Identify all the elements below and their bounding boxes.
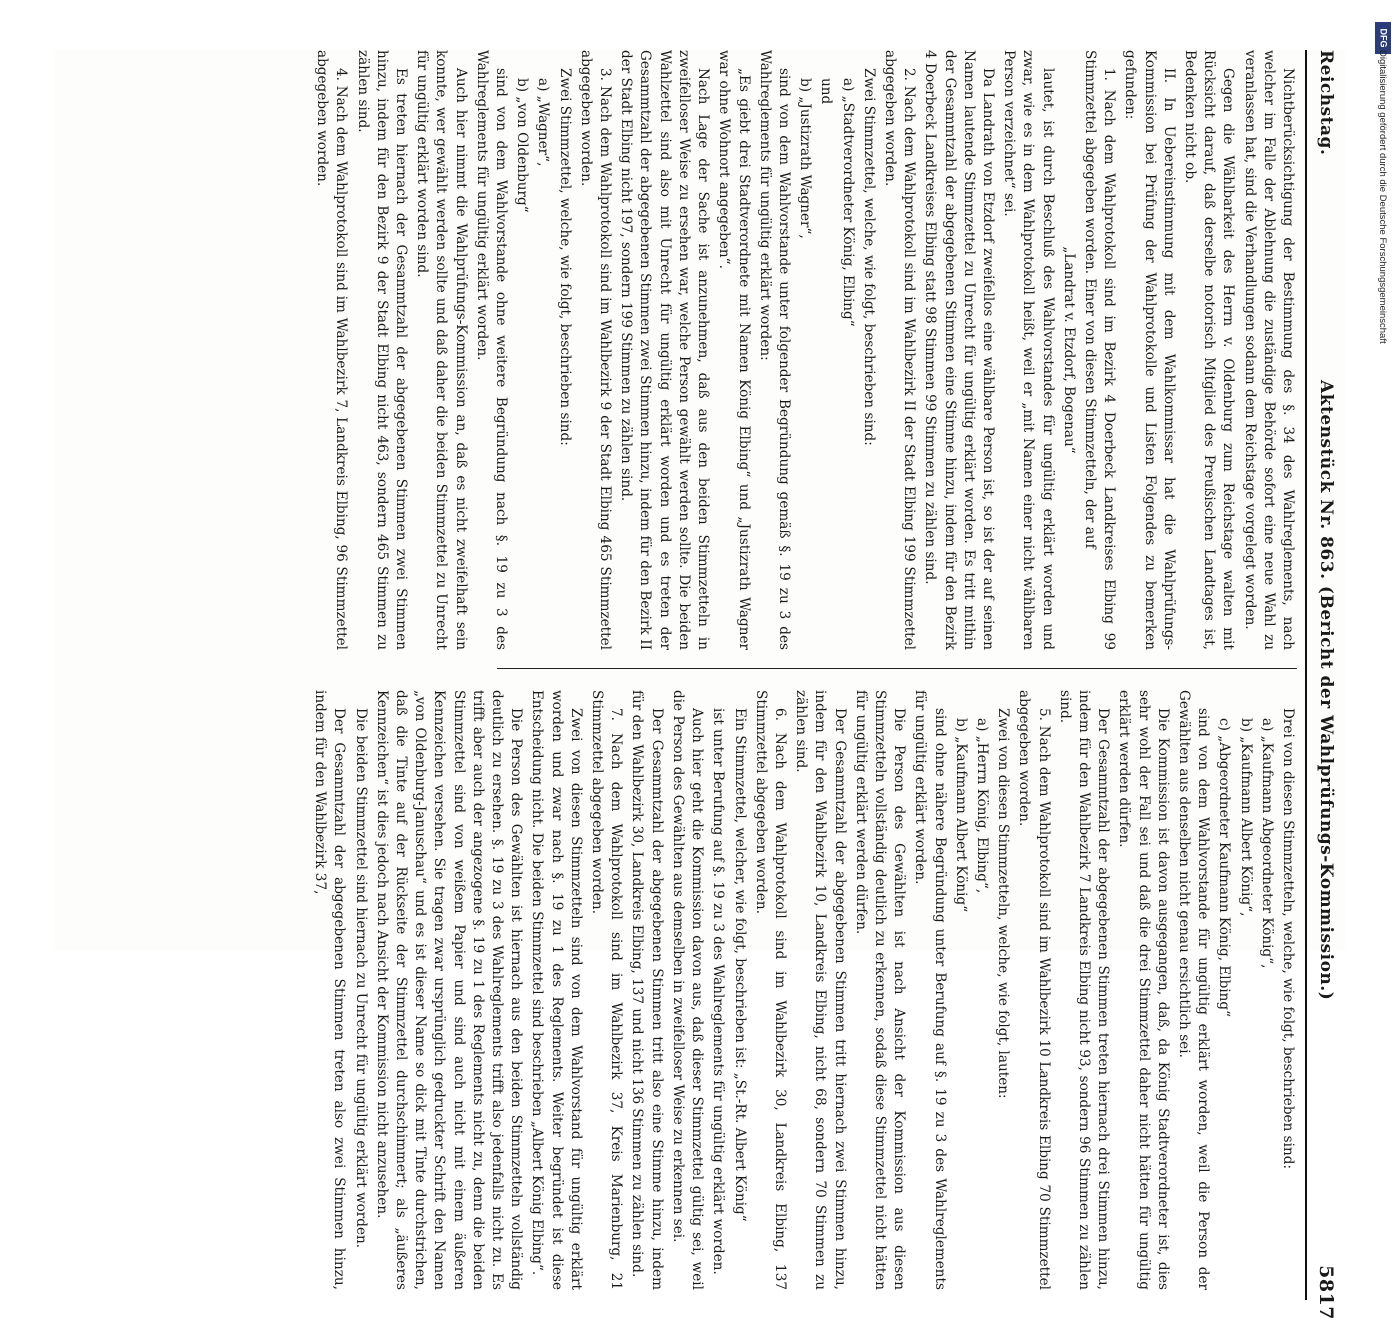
paragraph: Es treten hiernach der Gesammtzahl der abgegebenen Stimmen zwei Stimmen hinzu, indem für den Bezirk 9 der Stadt Elbing nicht 463, sondern 465 Stimmen zu zählen sind. (354, 50, 410, 650)
paragraph: Zwei von diesen Stimmzetteln, welche, wie folgt, lauten: (995, 708, 1012, 1099)
paragraph: Da Landrath von Etzdorf zweifellos eine wählbare Person ist, so ist der auf seinen Namen lautende Stimmzettel zu Unrecht für ungültig erklärt worden. Es tritt mithin der Gesammtzahl der abgegebenen Stimmen eine Stimme hinzu, indem für den Bezirk 4 Doerbeck Landkreises Elbing statt 98 Stimmen 99 Stimmen zu zählen sind. (922, 50, 996, 650)
paragraph: b) „Justizrath Wagner“, (797, 78, 814, 239)
paragraph: „Es giebt drei Stadtverordnete mit Namen König Elbing“ und „Justizrath Wagner war ohne Wohnort angegeben“. (716, 50, 752, 650)
paragraph: ist unter Berufung auf §. 19 zu 3 des Wahlreglements für ungültig erklärt worden. (710, 708, 727, 1275)
paragraph: a) „Stadtverordneter König, Elbing“ (839, 78, 856, 327)
paragraph: 6. Nach dem Wahlprotokoll sind im Wahlbezirk 30, Landkreis Elbing, 137 Stimmzettel abgegeben worden. (752, 690, 788, 1290)
paragraph: und (818, 78, 835, 105)
paragraph: Die Person des Gewählten ist nach Ansicht der Kommission aus diesen Stimmzetteln vollständig deutlich zu erkennen, sodaß diese Stimmzettel nicht hätten für ungültig erklärt werden dürfen. (852, 690, 908, 1290)
paragraph: a) „Kaufmann Abgeordneter König“, (1258, 718, 1275, 969)
paragraph: a) „Wagner“, (535, 78, 552, 167)
paragraph: 7. Nach dem Wahlprotokoll sind im Wahlbezirk 37, Kreis Marienburg, 21 Stimmzettel abgegeben worden. (589, 690, 625, 1290)
paragraph: Nach Lage der Sache ist anzunehmen, daß aus den beiden Stimmzetteln in zweifelloser Weise zu ersehen war, welche Person gewählt werden sollte. Die beiden Wahlzettel sind also mit Unrecht für ungültig erklärt worden und es treten der Gesammtzahl der abgegebenen Stimmen zwei Stimmen hinzu, indem für den Bezirk II der Stadt Elbing nicht 197, sondern 199 Stimmen zu zählen sind. (618, 50, 712, 650)
left-column (314, 50, 1297, 650)
header-rule (1305, 50, 1307, 1300)
paragraph: Zwei Stimmzettel, welche, wie folgt, beschrieben sind: (860, 68, 877, 446)
paragraph: Auch hier nimmt die Wahlprüfungs-Kommission an, daß es nicht zweifelhaft sein konnte, wer gewählt werden sollte und daß daher die beiden Stimmzettel zu Unrecht für ungültig erklärt worden sind. (414, 50, 469, 650)
paragraph: Der Gesammtzahl der abgegebenen Stimmen treten hiernach drei Stimmen hinzu, indem für den Wahlbezirk 7 Landkreis Elbing nicht 93, sondern 96 Stimmen zu zählen sind. (1056, 690, 1112, 1290)
paragraph: Drei von diesen Stimmzetteln, welche, wie folgt, beschrieben sind: (1280, 708, 1296, 1170)
paragraph: Der Gesammtzahl der abgegebenen Stimmen tritt also eine Stimme hinzu, indem für den Wahlbezirk 30, Landkreis Elbing, 137 und nicht 136 Stimmen zu zählen sind. (629, 690, 665, 1290)
paragraph: Zwei von diesen Stimmzetteln sind von dem Wahlvorstand für ungültig erklärt worden und zwar nach §. 19 zu 1 des Reglements. Weiter begründet ist diese Entscheidung nicht. Die beiden Stimmzettel sind beschrieben „Albert König Elbing“. (529, 690, 584, 1290)
paragraph: II. In Uebereinstimmung mit dem Wahlkommissar hat die Wahlprüfungs-Kommission bei Prüfung der Wahlprotokolle und Listen Folgendes zu bemerken gefunden: (1122, 50, 1177, 650)
page-header (1307, 50, 1345, 1340)
right-column (312, 690, 1297, 1290)
paragraph: „Landrat v. Etzdorf, Bogenau“ (1060, 246, 1077, 454)
digitization-note (1372, 30, 1392, 990)
paragraph: b) „Kaufmann Albert König“, (1237, 718, 1254, 917)
paragraph: lautet, ist durch Beschluß des Wahlvorstandes für ungültig erklärt worden und zwar, wie es in dem Wahlprotokoll heißt, weil er „mit Namen einer nicht wählbaren Person verzeichnet“ sei. (1001, 50, 1056, 650)
paragraph: a) „Herrn König, Elbing“, (973, 718, 990, 894)
paragraph: 1. Nach dem Wahlprotokoll sind im Bezirk 4 Doerbeck Landkreises Elbing 99 Stimmzettel abgegeben worden. Einer von diesen Stimmzetteln, der auf (1081, 50, 1118, 650)
paragraph: sind ohne nähere Begründung unter Berufung auf §. 19 zu 3 des Wahlreglements für ungültig erklärt worden. (912, 690, 948, 1290)
paragraph: 5. Nach dem Wahlprotokoll sind im Wahlbezirk 10 Landkreis Elbing 70 Stimmzettel abgegeben worden. (1016, 690, 1052, 1290)
paragraph: Die Person des Gewählten ist hiernach aus den beiden Stimmzetteln vollständig deutlich zu ersehen. §. 19 zu 3 des Wahlreglements trifft also jedenfalls nicht zu. Es trifft aber auch der angezogene §. 19 zu 1 des Reglements nicht zu, denn die beiden Stimmzettel sind von weißem Papier und sind auch nicht mit einem äußeren Kennzeichen versehen. Sie tragen zwar ursprünglich gedruckter Schrift den Namen „von Oldenburg-Januschau“ und es ist dieser Name so dick mit Tinte durchstrichen, daß die Tinte auf der Rückseite der Stimmzettel durchschimmert; als „äußeres Kennzeichen“ ist dies jedoch nach Ansicht der Kommission nicht anzusehen. (373, 690, 525, 1290)
paragraph: sind von dem Wahlvorstande ohne weitere Begründung nach §. 19 zu 3 des Wahlreglements für ungültig erklärt worden. (473, 50, 510, 650)
paragraph: Der Gesammtzahl der abgegebenen Stimmen treten also zwei Stimmen hinzu, indem für den Wahlbezirk 37, (312, 690, 348, 1290)
dfg-logo-text: DFG (1378, 28, 1388, 48)
paragraph: Gegen die Wählbarkeit des Herrn v. Oldenburg zum Reichstage walten mit Rücksicht darauf, daß derselbe notorisch Mitglied des Preußischen Landtages ist, Bedenken nicht ob. (1181, 50, 1237, 650)
column-divider (497, 668, 1297, 669)
header-left: Reichstag. (1316, 50, 1336, 156)
paragraph: 3. Nach dem Wahlprotokoll sind im Wahlbezirk 9 der Stadt Elbing 465 Stimmzettel abgegeben worden. (577, 50, 614, 650)
paragraph: Die Kommission ist davon ausgegangen, daß, da König Stadtverordneter ist, dies sehr wohl der Fall sei und daß die drei Stimmzettel daher nicht hätten für ungültig erklärt werden dürfen. (1116, 690, 1171, 1290)
paragraph: Zwei Stimmzettel, welche, wie folgt, beschrieben sind: (556, 68, 573, 446)
paragraph: 2. Nach dem Wahlprotokoll sind im Wahlbezirk II der Stadt Elbing 199 Stimmzettel abgegeben worden. (881, 50, 918, 650)
paragraph: c) „Abgeordneter Kaufmann König, Elbing“ (1216, 718, 1233, 1018)
document-page (55, 50, 1345, 1320)
paragraph: b) „von Oldenburg“ (514, 78, 531, 213)
paragraph: 4. Nach dem Wahlprotokoll sind im Wahlbezirk 7, Landkreis Elbing, 96 Stimmzettel abgegeben worden. (314, 50, 350, 650)
paragraph: Ein Stimmzettel, welcher, wie folgt, beschrieben ist: „St.-Rt. Albert König“ (731, 708, 748, 1222)
paragraph: Nichtberücksichtigung der Bestimmung des §. 34 des Wahlreglements, nach welcher im Falle der Ablehnung die zuständige Behörde sofort eine neue Wahl zu veranlassen hat, sind die Verhandlungen sodann dem Reichstage vorgelegt worden. (1241, 50, 1296, 650)
header-title: Aktenstück Nr. 863. (Bericht der Wahlprüfungs-Kommission.) (1316, 380, 1336, 1001)
paragraph: Die beiden Stimmzettel sind hiernach zu Unrecht für ungültig erklärt worden. (352, 708, 369, 1249)
digitization-note-text: Digitalisierung gefördert durch die Deutsche Forschungsgemeinschaft (1377, 50, 1388, 344)
paragraph: sind von dem Wahlvorstande für ungültig erklärt worden, weil die Person der Gewählten aus denselben nicht genau ersichtlich sei. (1175, 690, 1212, 1290)
paragraph: Der Gesammtzahl der abgegebenen Stimmen tritt hiernach zwei Stimmen hinzu, indem für den Wahlbezirk 10, Landkreis Elbing, nicht 68, sondern 70 Stimmen zu zählen sind. (793, 690, 848, 1290)
paragraph: b) „Kaufmann Albert König“ (952, 718, 969, 913)
paragraph: sind von dem Wahlvorstande unter folgender Begründung gemäß §. 19 zu 3 des Wahlreglements für ungültig erklärt worden: (756, 50, 792, 650)
paragraph: Auch hier geht die Kommission davon aus, daß dieser Stimmzettel gültig sei, weil die Person des Gewählten aus demselben in zweifelloser Weise zu erkennen sei. (669, 690, 706, 1290)
page-number: 5817 (1315, 1265, 1337, 1320)
